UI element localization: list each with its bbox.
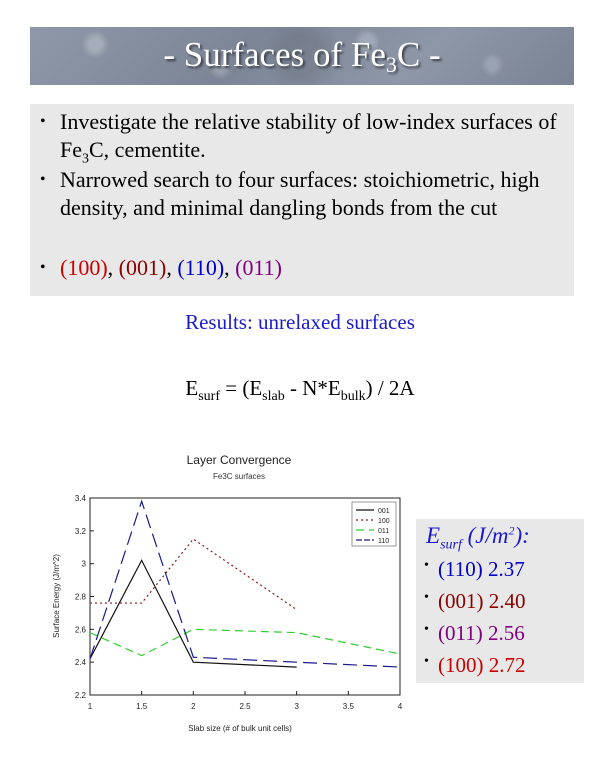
- bullet-investigate: • Investigate the relative stability of low-index surfaces of $Fe_3C$, cementite.: [40, 109, 557, 167]
- surface-011: (011): [235, 255, 282, 280]
- x-tick-label: 4: [397, 702, 403, 711]
- bullet-narrowed: • Narrowed search to four surfaces: stoichiometric, high density, and minimal dangling bonds from the cut: [40, 167, 540, 220]
- x-tick-label: 1.5: [136, 702, 148, 711]
- bullet-box: [30, 104, 574, 296]
- y-tick-label: 3.4: [74, 494, 86, 503]
- bullet-dot: •: [424, 622, 429, 637]
- y-tick-label: 2.6: [74, 625, 86, 635]
- legend-label-100: 100: [378, 518, 390, 525]
- legend-label-001: 001: [378, 508, 390, 515]
- chart-title: Layer Convergence: [186, 453, 292, 467]
- esurf-item-110: • (110) 2.37: [424, 557, 525, 581]
- bullet-surfaces: • (100), (001), (110), (011): [40, 255, 282, 280]
- series-line-001: [90, 560, 297, 667]
- surface-energy-results-box: [416, 519, 584, 683]
- surface-001: (001): [118, 255, 167, 280]
- legend-label-110: 110: [378, 538, 390, 545]
- title-bar: [30, 27, 574, 85]
- bullet-dot: •: [424, 590, 429, 605]
- bullet-dot: •: [40, 259, 46, 276]
- x-tick-label: 1: [87, 702, 93, 711]
- y-tick-label: 2.8: [74, 592, 86, 602]
- x-tick-label: 3.5: [342, 702, 354, 711]
- chart-subtitle: Fe3C surfaces: [212, 472, 266, 481]
- esurf-item-001: • (001) 2.40: [424, 589, 526, 613]
- bullet-dot: •: [40, 171, 46, 188]
- esurf-heading: $E_{surf}$ $(J/m^2)$:: [426, 523, 530, 553]
- series-line-011: [90, 629, 400, 655]
- esurf-item-100: • (100) 2.72: [424, 653, 526, 677]
- y-tick-label: 3: [81, 559, 86, 569]
- results-label: Results: unrelaxed surfaces: [185, 310, 415, 334]
- x-axis-label: Slab size (# of bulk unit cells): [188, 724, 292, 733]
- y-tick-label: 2.4: [74, 658, 86, 668]
- surface-110: (110): [177, 255, 225, 280]
- slide-title: - Surfaces of $Fe_3C$ -: [163, 34, 441, 77]
- bullet-dot: •: [424, 654, 429, 669]
- x-tick-label: 2.5: [239, 702, 251, 711]
- legend-label-011: 011: [378, 528, 390, 535]
- esurf-item-011: • (011) 2.56: [424, 621, 525, 645]
- bullet-dot: •: [40, 113, 46, 130]
- bullet-dot: •: [424, 558, 429, 573]
- surface-energy-formula: $E_{surf} = (E_{slab} - N*E_{bulk}) / 2A$: [185, 376, 415, 405]
- y-axis-label: Surface Energy (J/m^2): [52, 554, 61, 638]
- layer-convergence-chart: [44, 448, 412, 738]
- y-tick-label: 3.2: [74, 526, 86, 536]
- x-tick-label: 3: [294, 702, 299, 711]
- surface-100: (100): [60, 255, 108, 280]
- y-tick-label: 2.2: [74, 691, 86, 700]
- x-tick-label: 2: [191, 702, 196, 711]
